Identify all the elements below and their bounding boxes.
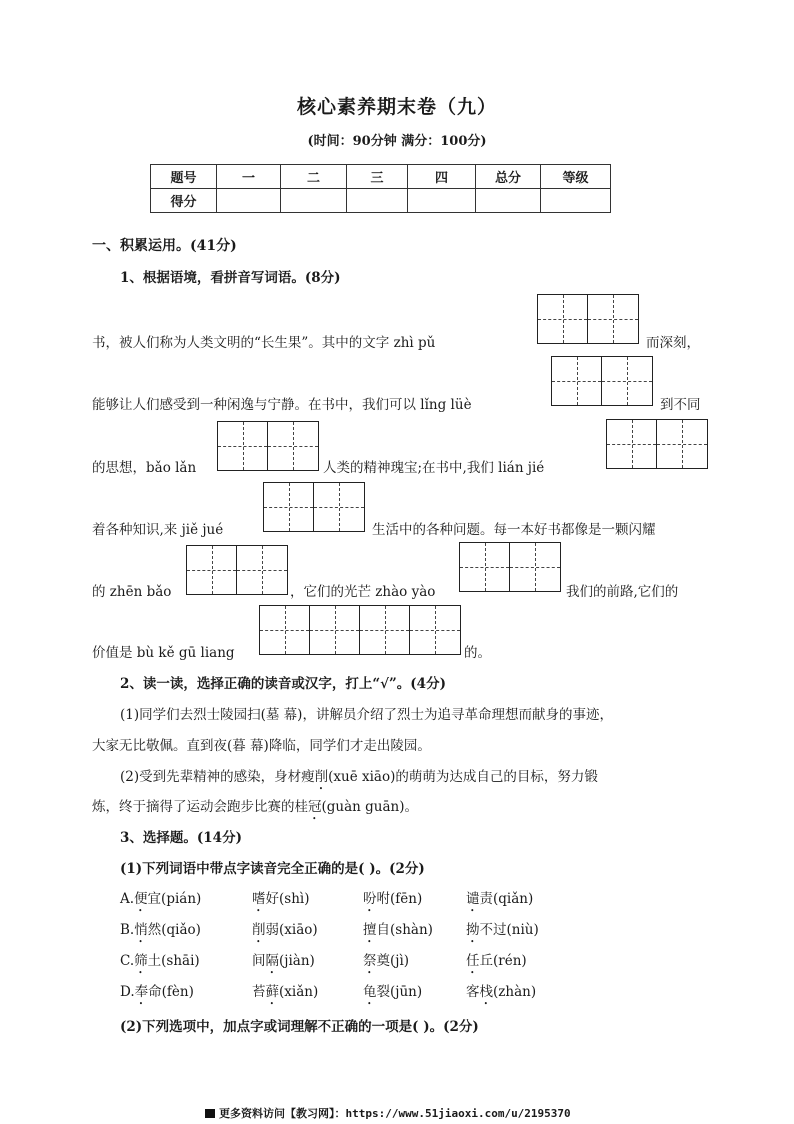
question-title: 1、根据语境，看拼音写词语。(8分)	[120, 270, 341, 286]
passage-line: 的 zhēn bǎo	[92, 584, 172, 600]
option-item[interactable]: 削弱(xiāo)	[252, 922, 318, 938]
option-item[interactable]: 嗜好(shì)	[252, 891, 310, 907]
score-cell[interactable]	[217, 189, 281, 213]
passage-line: 书，被人们称为人类文明的“长生果”。其中的文字 zhì pǔ	[92, 335, 436, 351]
option-item[interactable]: B.悄然(qiǎo)	[120, 922, 201, 938]
passage-line: 到不同	[660, 397, 701, 413]
table-header-cell: 总分	[476, 165, 541, 189]
option-item[interactable]: 祭奠(jì)	[363, 953, 410, 969]
dotted-char: 嗜	[252, 891, 266, 907]
dotted-char: 谴	[466, 891, 480, 907]
dotted-char: 任	[466, 953, 480, 969]
option-item[interactable]: 拗不过(niù)	[466, 922, 539, 938]
option-item[interactable]: A.便宜(pián)	[120, 891, 202, 907]
passage-line: 人类的精神瑰宝;在书中,我们 lián jié	[323, 460, 545, 476]
writing-grid[interactable]	[186, 545, 288, 595]
option-item[interactable]: 间隔(jiàn)	[252, 953, 315, 969]
passage-line: 着各种知识,来 jiě jué	[92, 522, 224, 538]
passage-line: ，它们的光芒 zhào yào	[290, 584, 436, 600]
table-header-cell: 三	[347, 165, 408, 189]
writing-grid[interactable]	[606, 419, 708, 469]
page-title: 核心素养期末卷（九）	[296, 96, 497, 118]
dotted-char: 吩	[363, 891, 377, 907]
exam-info: (时间：90分钟 满分：100分)	[307, 134, 487, 149]
sub-question: (1)下列词语中带点字读音完全正确的是( )。(2分)	[120, 861, 425, 877]
flag-icon	[205, 1109, 215, 1118]
dotted-char: 拗	[466, 922, 480, 938]
question-text: (1)同学们去烈士陵园扫(墓 幕)，讲解员介绍了烈士为追寻革命理想而献身的事迹，	[120, 707, 613, 723]
table-header-cell: 题号	[151, 165, 217, 189]
writing-grid[interactable]	[259, 605, 461, 655]
table-header-cell: 二	[281, 165, 347, 189]
passage-line: 的。	[464, 645, 491, 661]
question-title: 3、选择题。(14分)	[120, 830, 242, 846]
passage-line: 我们的前路,它们的	[566, 584, 679, 600]
table-row	[151, 189, 611, 213]
option-item[interactable]: C.筛土(shāi)	[120, 953, 200, 969]
writing-grid[interactable]	[263, 482, 365, 532]
section-heading: 一、积累运用。(41分)	[92, 238, 237, 254]
dotted-char: 祭	[363, 953, 377, 969]
question-text: (2)受到先辈精神的感染，身材瘦削(xuē xiāo)的萌萌为达成自己的目标，努力锻	[120, 769, 598, 785]
question-title: 2、读一读，选择正确的读音或汉字，打上“√”。(4分)	[120, 676, 446, 692]
option-item[interactable]: 吩咐(fēn)	[363, 891, 423, 907]
passage-line: 价值是 bù kě gū liang	[92, 645, 235, 661]
option-item[interactable]: 龟裂(jūn)	[363, 984, 423, 1000]
table-header-cell: 四	[408, 165, 476, 189]
dotted-char: 藓	[265, 984, 279, 1000]
dotted-char: 擅	[363, 922, 377, 938]
option-item[interactable]: D.奉命(fèn)	[120, 984, 194, 1000]
passage-line: 能够让人们感受到一种闲逸与宁静。在书中，我们可以 lǐng lüè	[92, 397, 472, 413]
question-text: 炼，终于摘得了运动会跑步比赛的桂冠(guàn guān)。	[92, 799, 418, 815]
score-cell[interactable]	[408, 189, 476, 213]
writing-grid[interactable]	[551, 356, 653, 406]
dotted-char: 削	[252, 922, 266, 938]
writing-grid[interactable]	[217, 421, 319, 471]
dotted-char: 悄	[134, 922, 148, 938]
table-row-label: 得分	[151, 189, 217, 213]
dotted-char: 筛	[134, 953, 148, 969]
option-item[interactable]: 客栈(zhàn)	[466, 984, 537, 1000]
writing-grid[interactable]	[537, 294, 639, 344]
passage-line: 生活中的各种问题。每一本好书都像是一颗闪耀	[372, 522, 656, 538]
dotted-char: 龟	[363, 984, 377, 1000]
question-text: 大家无比敬佩。直到夜(暮 幕)降临，同学们才走出陵园。	[92, 738, 431, 754]
footer: 更多资料访问【教习网】：https://www.51jiaoxi.com/u/2195370	[205, 1105, 571, 1121]
option-item[interactable]: 谴责(qiǎn)	[466, 891, 534, 907]
score-table	[150, 164, 611, 213]
score-cell[interactable]	[281, 189, 347, 213]
dotted-char: 便	[134, 891, 148, 907]
option-item[interactable]: 擅自(shàn)	[363, 922, 433, 938]
sub-question: (2)下列选项中，加点字或词理解不正确的一项是( )。(2分)	[120, 1019, 479, 1035]
passage-line: 的思想，bǎo lǎn	[92, 460, 197, 476]
dotted-char: 冠	[308, 799, 322, 815]
dotted-char: 栈	[479, 984, 493, 1000]
table-header-cell: 一	[217, 165, 281, 189]
writing-grid[interactable]	[459, 542, 561, 592]
table-header-cell: 等级	[541, 165, 611, 189]
dotted-char: 削	[314, 769, 329, 785]
table-row	[151, 165, 611, 189]
option-item[interactable]: 苔藓(xiǎn)	[252, 984, 319, 1000]
passage-line: 而深刻，	[646, 335, 700, 351]
score-cell[interactable]	[347, 189, 408, 213]
option-item[interactable]: 任丘(rén)	[466, 953, 527, 969]
score-cell[interactable]	[476, 189, 541, 213]
score-cell[interactable]	[541, 189, 611, 213]
dotted-char: 隔	[265, 953, 279, 969]
dotted-char: 奉	[134, 984, 149, 1000]
